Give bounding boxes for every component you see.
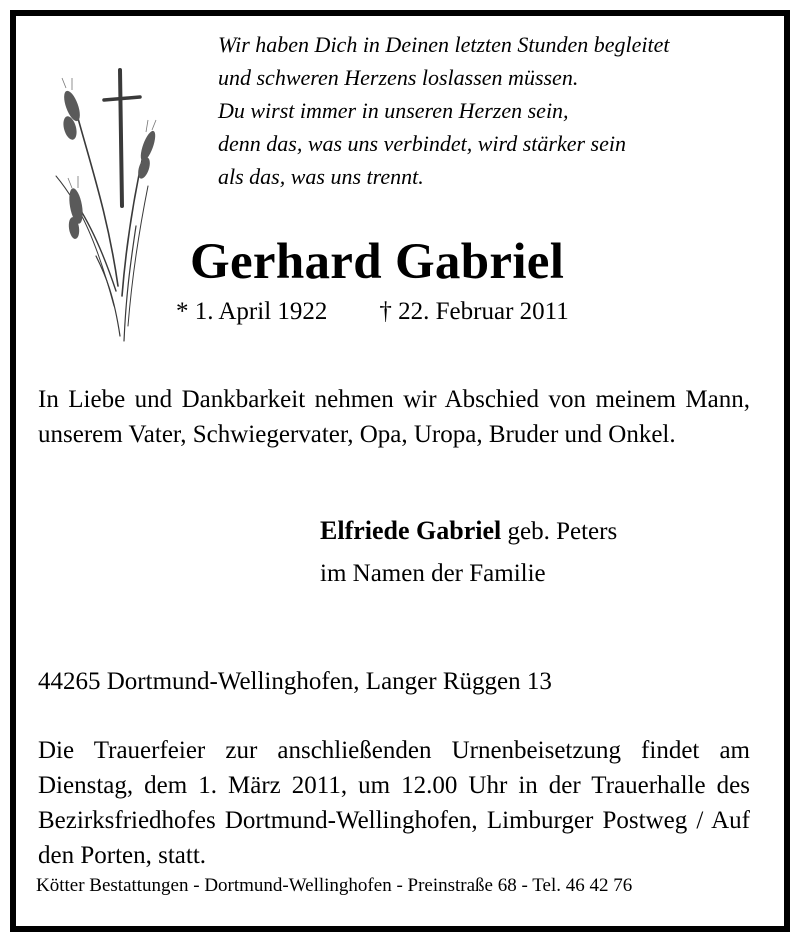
cross-with-wheat-icon bbox=[36, 56, 172, 346]
signatory-name: Elfriede Gabriel bbox=[320, 516, 502, 545]
address: 44265 Dortmund-Wellinghofen, Langer Rüggen 13 bbox=[38, 668, 552, 695]
poem-line: und schweren Herzens loslassen müssen. bbox=[218, 65, 579, 90]
maiden-name: geb. Peters bbox=[507, 518, 618, 545]
birth-date: * 1. April 1922 bbox=[176, 298, 328, 325]
ceremony-text: Die Trauerfeier zur anschließenden Urnenbeisetzung findet am Dienstag, dem 1. März 2011, um 12.00 Uhr in der Trauerhalle des Bezirksfriedhofes Dortmund-Wellinghofen, Limburger Postweg / Auf den Porten, statt. bbox=[38, 737, 750, 869]
funeral-home-footer: Kötter Bestattungen - Dortmund-Wellinghofen - Preinstraße 68 - Tel. 46 42 76 bbox=[36, 875, 633, 896]
poem-line: Du wirst immer in unseren Herzen sein, bbox=[218, 98, 569, 123]
deceased-name: Gerhard Gabriel bbox=[190, 234, 565, 290]
family-line: im Namen der Familie bbox=[320, 560, 546, 587]
signature-block bbox=[320, 510, 617, 595]
farewell-text: In Liebe und Dankbarkeit nehmen wir Abschied von meinem Mann, unserem Vater, Schwiegervater, Opa, Uropa, Bruder und Onkel. bbox=[38, 386, 750, 448]
death-date: † 22. Februar 2011 bbox=[379, 298, 569, 325]
poem bbox=[218, 28, 778, 193]
life-dates bbox=[176, 296, 569, 328]
poem-line: denn das, was uns verbindet, wird stärker sein bbox=[218, 131, 626, 156]
poem-line: Wir haben Dich in Deinen letzten Stunden begleitet bbox=[218, 32, 670, 57]
poem-line: als das, was uns trennt. bbox=[218, 164, 424, 189]
